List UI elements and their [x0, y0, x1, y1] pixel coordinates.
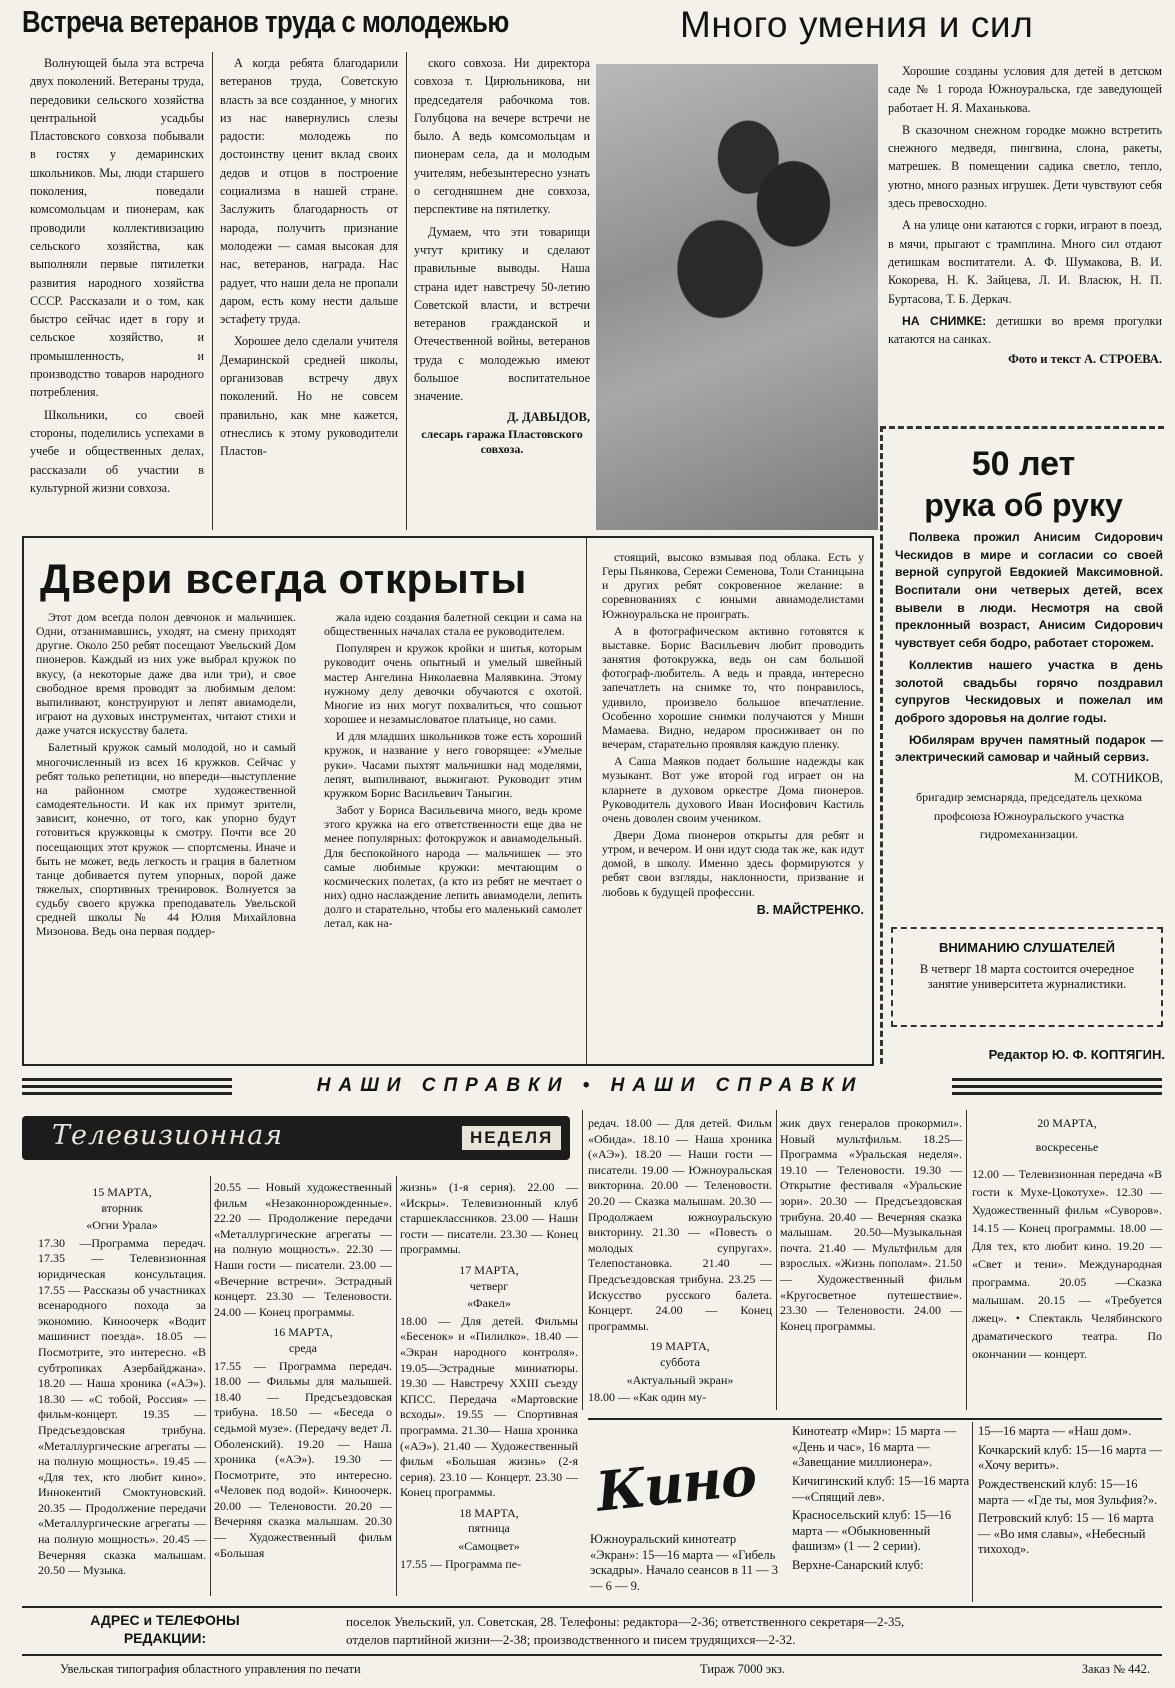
tv-day-name: воскресенье	[1035, 1139, 1099, 1154]
article-doors-col2	[324, 610, 582, 933]
tv-col-5	[780, 1116, 962, 1334]
tv-day-heading: 19 МАРТА,	[650, 1339, 710, 1354]
banner-text: НАШИ СПРАВКИ • НАШИ СПРАВКИ	[316, 1075, 864, 1096]
kino-listing: 15—16 марта — «Наш дом».	[978, 1424, 1132, 1438]
tv-listing: 17.55 — Программа пе-	[400, 1556, 522, 1571]
paragraph: Волнующей была эта встреча двух поколений. Ветераны труда, передовики сельского хозяйства центральной усадьбы Пластовского совхоза побывали в гостях у демаринских школьников. Мы, люди старшего поколения, поведали комсомольцам и пионерам, как проводили коллективизацию сельского хозяйства, как выполняли первые пятилетки развития народного хозяйства СССР. Рассказали и о том, как быстро сейчас идет в гору и сельское хозяйство, и промышленность, и производство товаров народного потребления.	[30, 56, 204, 400]
article-veterans-col1	[30, 54, 204, 501]
tv-day-heading: 17 МАРТА,	[459, 1262, 519, 1277]
paragraph: А когда ребята благодарили ветеранов труда, Советскую власть за все созданное, у многих из нас навернулись слезы радости: молодежь по достоинству ценит вклад своих дедов и отцов в построение социализма в нашей стране. Заслужить благодарность от народа, получить признание молодежи — самая высокая для нас, ветеранов, награда. Нас радует, что наши дела не пропали даром, есть кому нести дальше эстафету труда.	[220, 56, 398, 327]
paragraph: Забот у Бориса Васильевича много, ведь кроме этого кружка на его ответственности еще два не менее популярных: фотокружок и авиамодельный. Для беспокойного народа — мальчишек — это самые любимые кружки: мечтающим о космических полетах, (а кто из ребят не мечтает о них) одно наслаждение лепить авиамодели, лепить долго и старательно, чтобы его маленький самолет летал, как на-	[324, 803, 582, 931]
nashi-spravki-banner	[22, 1074, 1162, 1104]
tv-listing: 20.55 — Новый художественный фильм «Незаконнорожденные». 22.20 — Продолжение передачи «Металлургические агрегаты — на полную мощность». 22.30 —Наши гости — писатели. 23.00 — «Вечерние встречи». Эстрадный концерт. 23.30 — Теленовости. 24.00 — Конец программы.	[214, 1180, 392, 1319]
footer-printer: Увельская типография областного управления по печати	[60, 1662, 361, 1676]
article-doors-title: Двери всегда открыты	[40, 555, 527, 602]
kino-mid	[792, 1424, 970, 1577]
paragraph: ского совхоза. Ни директора совхоза т. Цирюльникова, ни председателя рабочкома тов. Голубцова на вечере встречи не было. А ведь комсомольцам и пионерам села, да и молодым учителям, небезынтересно узнать о сегодняшнем дне совхоза, перспективе на пятилетку.	[414, 56, 590, 217]
tv-listing: 17.30 —Программа передач. 17.35 — Телевизионная юридическая консультация. 17.55 — Рассказы об участниках всенародного похода за экономию. Киноочерк «Водит машинист поезда». 18.05 — Посмотрите, это интересно. «В субтропиках Азербайджана». 18.20 — Наша хроника («АЭ»). 18.30 — «С тобой, Россия» — фильм-концерт. 19.35 — Предсъездовская трибуна. «Металлургические агрегаты — на полную мощность». 19.45 — «Для тех, кто любит кино». Иннокентий Смоктуновский. 20.35 — Продолжение передачи «Металлургические агрегаты — на полную мощность». 20.45 — Вечерняя сказка малышам. 20.50 — Музыка.	[38, 1235, 206, 1578]
paragraph: стоящий, высоко взмывая под облака. Есть у Геры Пьянкова, Сережи Семенова, Толи Станицына и других ребят сокровенное желание: в соревнованиях с юными авиамоделистами Южноуральска не проиграть.	[602, 550, 864, 621]
tv-listing: редач. 18.00 — Для детей. Фильм «Обида». 18.10 — Наша хроника («АЭ»). 18.20 — Наши гости — писатели. 19.00 — Южноуральская викторина. 20.00 — Теленовости. 20.20 — Сказка малышам. 20.30 — Продолжаем южноуральскую викторину. 21.30 — «Повесть о молодых супругах». Телепостановка. 21.40 — Предсъездовская трибуна. 23.25 — Искусство русского балета. Концерт. 24.00 — Конец программы.	[588, 1116, 772, 1333]
footer-circulation: Тираж 7000 экз.	[700, 1662, 786, 1676]
notice-text: В четверг 18 марта состоится очередное занятие университета журналистики.	[919, 962, 1135, 991]
tv-col-6	[972, 1116, 1162, 1363]
kino-listing: Красносельский клуб: 15—16 марта — «Обыкновенный фашизм» (1 — 2 серии).	[792, 1508, 952, 1554]
paragraph: Хорошие созданы условия для детей в детском саде № 1 города Южноуральска, где заведующей работает Н. Я. Маханькова.	[888, 64, 1162, 115]
paragraph: Популярен и кружок кройки и шитья, которым руководит очень опытный и умелый швейный мастер Ангелина Николаевна Малявкина. Этому нужному делу девочки обучаются с охотой. Многие из них могут похвалиться, что сошьют хорошее и незамысловатое платьице, но сами.	[324, 641, 582, 727]
paragraph: Юбилярам вручен памятный подарок — электрический самовар и чайный сервиз.	[895, 732, 1163, 765]
golden-wedding-body	[895, 529, 1163, 844]
kino-logo: Кино	[593, 1443, 759, 1524]
notice-title: ВНИМАНИЮ СЛУШАТЕЛЕЙ	[939, 940, 1115, 955]
footer-address-line1: поселок Увельский, ул. Советская, 28. Телефоны: редактора—2-36; ответственного секретаря—2-35,	[346, 1614, 905, 1629]
article-doors-open	[22, 536, 874, 1066]
photo-children-sledding	[596, 64, 878, 530]
article-skill-title: Много умения и сил	[680, 4, 1034, 45]
kino-listing: Южноуральский кинотеатр «Экран»: 15—16 марта — «Гибель эскадры». Начало сеансов в 11 — 3 — 6 — 9.	[590, 1532, 779, 1593]
paragraph: А Саша Маяков подает большие надежды как музыкант. Вот уже второй год играет он на кларнете в духовом оркестре Дома пионеров. Руководитель духового Иван Иосифович Кастиль очень доволен своим учеником.	[602, 754, 864, 825]
footer-order: Заказ № 442.	[1081, 1662, 1150, 1676]
notice-box	[891, 927, 1163, 1027]
paragraph: Школьники, со своей стороны, поделились успехами в учебе и общественных делах, рассказали об участии в культурной жизни совхоза.	[30, 407, 204, 495]
tv-listing: жизнь» (1-я серия). 22.00 — «Искры». Телевизионный клуб старшеклассников. 23.00 — Наши гости — писатели. 23.30 — Конец программы.	[400, 1180, 578, 1257]
article-veterans-col2	[220, 54, 398, 465]
kino-listing: Кинотеатр «Мир»: 15 марта — «День и час», 16 марта — «Завещание миллионера».	[792, 1424, 957, 1470]
editor: Редактор Ю. Ф. КОПТЯГИН.	[988, 1047, 1165, 1062]
kino-listing: Петровский клуб: 15 — 16 марта — «Во имя славы», «Небесный тихоход».	[978, 1511, 1154, 1557]
tv-listing: 17.55 — Программа передач. 18.00 — Фильмы для малышей. 18.40 — Предсъездовская трибуна. 18.50 — «Беседа о седьмой музе». (Передачу ведет Л. Оболенский). 19.20 — Наша хроника («АЭ»). 19.30 — Посмотрите, это интересно. «Человек под водой». Киноочерк. 20.00 — Теленовости. 20.20 — Вечерняя сказка малышам. 20.30 — Художественный фильм «Большая	[214, 1358, 392, 1560]
tv-day-heading: 18 МАРТА,	[459, 1505, 519, 1520]
tv-listing: 18.00 — Для детей. Фильмы «Бесенок» и «Пилилко». 18.40 — «Экран народного контроля». 19.05—Эстрадные миниатюры. 19.30 — Навстречу XXIII съезду КПСС. Передача «Мартовские всходы». 19.55 — Спортивная программа. 21.30— Наша хроника («АЭ»). 21.40 — Художественный фильм «Большая жизнь» (2-я серия). 23.10 — Концерт. 23.30 — Конец программы.	[400, 1313, 578, 1500]
tv-listing: 18.00 — «Как один му-	[588, 1390, 707, 1405]
tv-station: «Актуальный экран»	[626, 1372, 734, 1387]
tv-listing: жик двух генералов прокормил». Новый мультфильм. 18.25— Программа «Уральская неделя». 19.10 — Теленовости. 19.30 — Открытие фестиваля «Уральские зори». 20.30 — Предсъездовская трибуна. 20.40 — Вечерняя сказка малышам. 20.50—Музыкальная почта. 21.40 — Мультфильм для взрослых. «Жизнь пополам». 21.50 — Художественный фильм «Кругосветное путешествие». 23.30 — Теленовости. 24.00 — Конец программы.	[780, 1116, 962, 1333]
tv-col-1	[38, 1180, 206, 1579]
tv-day-name: пятница	[468, 1521, 510, 1536]
author-davydov: Д. ДАВЫДОВ,	[507, 409, 590, 424]
paragraph: Двери Дома пионеров открыты для ребят и утром, и вечером. И они идут сюда так же, как идут домой, в школу. Именно здесь формируются у ребят свои взгляды, наклонности, призвание и любовь к будущей профессии.	[602, 827, 864, 899]
tv-station: «Огни Урала»	[86, 1218, 158, 1233]
golden-wedding-title-line1: 50 лет	[971, 445, 1076, 483]
tv-day-name: среда	[289, 1340, 317, 1355]
author-maistrenko: В. МАЙСТРЕНКО.	[756, 902, 864, 917]
caption-text: детишки во время прогулки катаются на санках.	[888, 313, 1163, 347]
article-veterans-title: Встреча ветеранов труда с молодежью	[22, 4, 509, 39]
article-veterans	[22, 6, 590, 531]
tv-day-heading: 20 МАРТА,	[1037, 1116, 1097, 1130]
article-doors-col1	[36, 610, 296, 942]
article-skill-body	[888, 62, 1162, 367]
paragraph: И для младших школьников тоже есть хороший кружок, и название у него говорящее: «Умелые руки». Часами пыхтят мальчишки над моделями, лепят, выпиливают, выжигают. Руководит этим кружком Борис Васильевич Таныгин.	[324, 729, 582, 800]
paragraph: Балетный кружок самый молодой, но и самый многочисленный из всех 16 кружков. Сейчас у ребят только репетиции, но впереди—выступление на районном смотре художественной самодеятельности. И как их примут зрители, зависит, конечно, от того, как упорно будут готовиться кружковцы к смотру. Почти все 20 посещающих этот кружок — спортсмены. Иначе и быть не может, ведь легкость и грация в балетном танце добивается путем упорных, порой даже тяжелых, спортивных тренировок. Волнуется за судьбу своего кружка преподаватель Увельской средней школы № 44 Юлия Михайловна Мизонова. Ведь она первая поддер-	[36, 740, 296, 939]
paragraph: Полвека прожил Анисим Сидорович Ческидов в мире и согласии со своей верной супругой Евдокией Максимовной. Воспитали они четверых детей, всех вывели в люди. Несмотря на свой преклонный возраст, Анисим Сидорович чувствует себя бодро, работает сторожем.	[895, 530, 1163, 651]
paragraph: Думаем, что эти товарищи учтут критику и сделают правильные выводы. Наша страна идет навстречу 50-летию Советской власти, и встречи ветеранов гражданской и Отечественной войны, ветеранов труда с молодежью имеют большое воспитательное значение.	[414, 224, 590, 404]
tv-station: «Самоцвет»	[458, 1539, 520, 1554]
tv-day-heading: 16 МАРТА,	[273, 1325, 333, 1340]
kino-listing: Кочкарский клуб: 15—16 марта — «Хочу верить».	[978, 1442, 1162, 1473]
tv-col-3	[400, 1180, 578, 1572]
paragraph: Этот дом всегда полон девчонок и мальчишек. Одни, отзанимавшись, уходят, на смену приходят другие. Около 250 ребят посещают Увельский Дом пионеров. Каждый из них уже выбрал кружок по вкусу, (а некоторые даже два или три), и свое свободное время проводят за любимым делом: выпиливают, конструируют и лепят авиамодели, играют на духовых инструментах, читают стихи и даже учатся искусству балета.	[36, 610, 296, 738]
author-sotnikov: М. СОТНИКОВ,	[1074, 770, 1163, 785]
author-role: бригадир земснаряда, председатель цехкома профсоюза Южноуральского участка гидромеханизации.	[916, 789, 1142, 842]
kino-right	[978, 1424, 1162, 1561]
author-role: слесарь гаража Пластовского совхоза.	[421, 426, 583, 456]
tv-day-heading: 15 МАРТА,	[92, 1185, 152, 1199]
kino-left	[590, 1532, 782, 1598]
tv-logo-script: Телевизионная	[52, 1120, 284, 1151]
tv-listing: 12.00 — Телевизионная передача «В гости к Мухе-Цокотухе». 12.30 — Художественный фильм «Суворов». 14.15 — Конец программы. 18.00 — Для тех, кто любит кино. 19.20 — «Свет и тени». Международная программа. 20.05 —Сказка малышам. 20.15 — «Требуется лжец». • Спектакль Челябинского драматического театра. По окончании — концерт.	[972, 1167, 1162, 1362]
tv-station: «Факел»	[467, 1296, 511, 1311]
tv-day-name: суббота	[660, 1354, 700, 1369]
paragraph: Хорошее дело сделали учителя Демаринской средней школы, организовав встречу двух поколений. Но не совсем правильно, как мне кажется, отнеслись к этому руководители Пластов-	[220, 334, 398, 459]
footer-label: АДРЕС и ТЕЛЕФОНЫ РЕДАКЦИИ:	[90, 1612, 240, 1646]
paragraph: В сказочном снежном городке можно встретить снежного медведя, пингвина, слона, ракеты, матрешек. В помещении садика светло, тепло, уютно, много разных игрушек. Дети чувствуют себя здесь превосходно.	[888, 122, 1162, 211]
tv-day-name: четверг	[469, 1278, 509, 1293]
kino-listing: Рождественский клуб: 15—16 марта — «Где ты, моя Зульфия?».	[978, 1476, 1158, 1507]
golden-wedding-title-line2: рука об руку	[924, 487, 1123, 523]
photo-credit: Фото и текст А. СТРОЕВА.	[1008, 352, 1162, 367]
caption-label: НА СНИМКЕ:	[902, 313, 987, 328]
tv-col-4	[588, 1116, 772, 1406]
article-doors-col3	[602, 550, 864, 917]
paragraph: А в фотографическом активно готовятся к выставке. Борис Васильевич любит проводить занятия фотокружка, ведь он сам большой фотограф-любитель. А ведь и правда, интересно запечатлеть на снимке то, что понравилось, удивило, произвело большое впечатление. Особенно хорошие снимки получаются у Миши Мамаева. Видно, недаром просиживает он по вечерам, старательно проявляя каждую пленку.	[602, 623, 864, 752]
tv-week-logo	[22, 1116, 570, 1160]
article-golden-wedding	[880, 426, 1164, 1064]
tv-col-2	[214, 1180, 392, 1561]
paragraph: Коллектив нашего участка в день золотой свадьбы горячо поздравил супругов Ческидовых и пожелал им доброго здоровья на долгие годы.	[895, 657, 1163, 725]
tv-day-name: вторник	[101, 1200, 143, 1215]
tv-logo-word: НЕДЕЛЯ	[462, 1126, 561, 1150]
article-veterans-col3	[414, 54, 590, 457]
paragraph: жала идею создания балетной секции и сама на общественных началах стала ее руководителем.	[324, 610, 582, 639]
kino-listing: Кичигинский клуб: 15—16 марта—«Спящий лев».	[792, 1473, 970, 1504]
kino-listing: Верхне-Санарский клуб:	[792, 1558, 924, 1572]
footer-address-line2: отделов партийной жизни—2-38; производственного и писем трудящихся—2-32.	[346, 1632, 796, 1647]
photo-caption	[888, 312, 1162, 349]
paragraph: А на улице они катаются с горки, играют в поезд, в мячи, прыгают с трамплина. Много сил отдают детишкам воспитатели. А. Ф. Шумакова, В. И. Кокорева, Н. К. Зайцева, Л. И. Власюк, Н. П. Буртасова, Т. Б. Деркач.	[888, 218, 1162, 306]
article-skill	[596, 6, 1162, 426]
